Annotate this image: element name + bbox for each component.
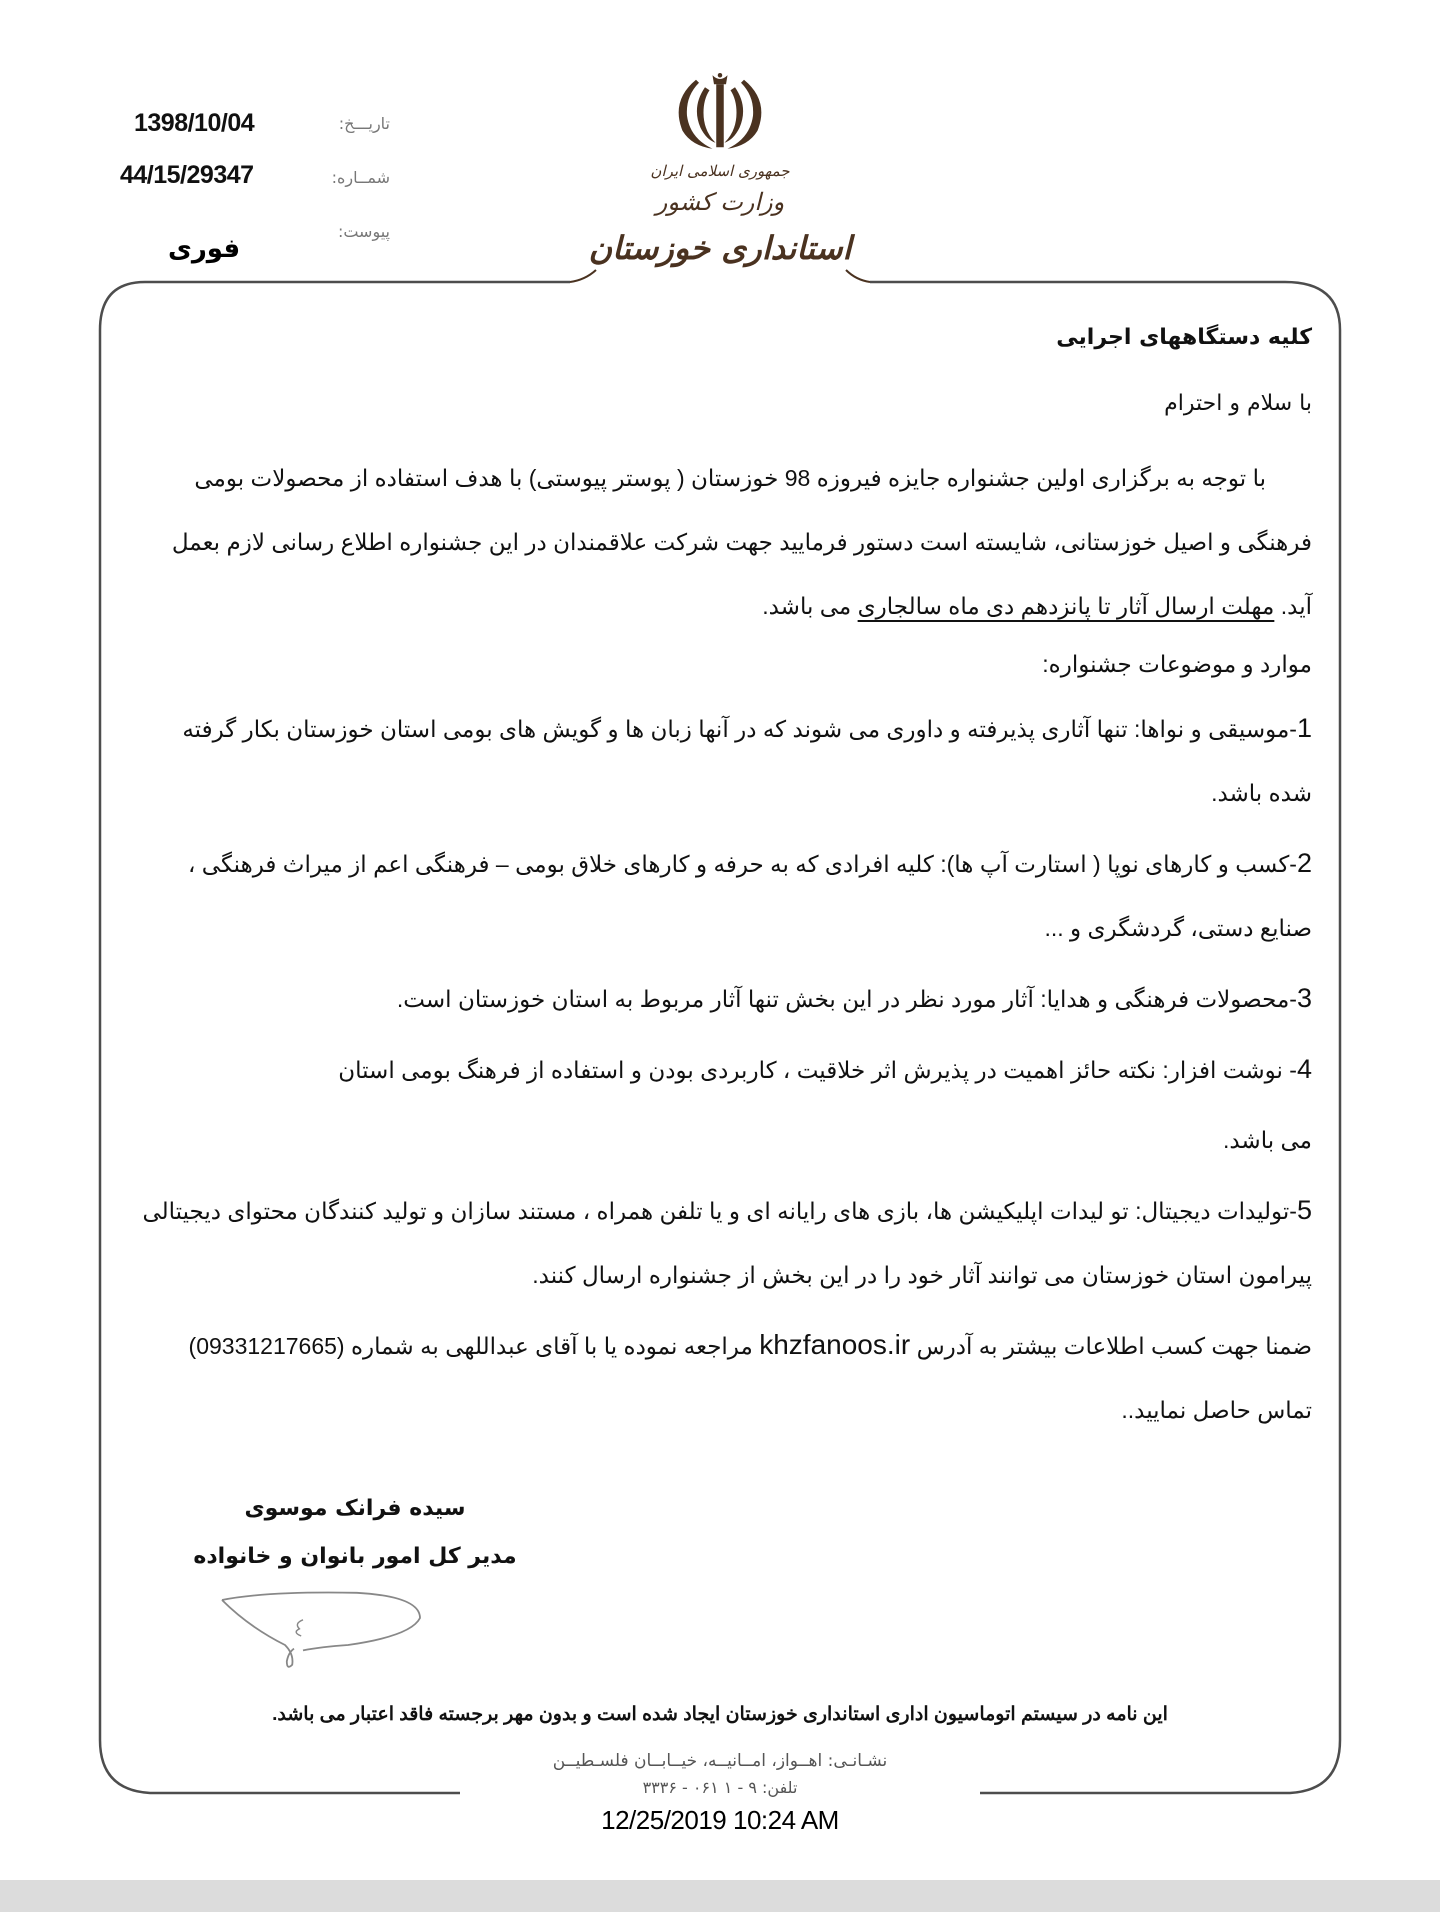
topic-item [142,1037,1312,1102]
phone-line: تلفن: ۹ - ۱ ۰۶۱ - ۳۳۳۶ [642,1778,798,1797]
greeting: با سلام و احترام [1164,391,1312,416]
number-value: 44/15/29347 [120,161,254,189]
frame-logo-swash-right [846,270,870,282]
item-number: 2 [1296,848,1312,878]
date-label: تاریـــخ: [338,114,390,133]
item-text: -موسیقی و نواها: تنها آثاری پذیرفته و داوری می شوند که در آنها زبان ها و گویش های بومی استان خوزستان بکار گرفته شده باشد. [182,716,1312,806]
signatory-name: سیده فرانک موسوی [244,1496,466,1521]
topics-label: موارد و موضوعات جشنواره: [1042,651,1312,677]
date-value: 1398/10/04 [134,109,255,137]
topic-item [142,696,1312,825]
intro-end: می باشد. [762,593,858,619]
item-text: - نوشت افزار: نکته حائز اهمیت در پذیرش اثر خلاقیت ، کاربردی بودن و استفاده از فرهنگ بومی استان [338,1057,1297,1083]
intro-text: با توجه به برگزاری اولین جشنواره جایزه فیروزه 98 خوزستان ( پوستر پیوستی) با هدف استفاده از محصولات بومی فرهنگی و اصیل خوزستانی، شایسته است دستور فرمایید جهت شرکت علاقمندان در این جشنواره اطلاع رسانی لازم بعمل آید. [171,465,1312,619]
footer-validity-note: این نامه در سیستم اتوماسیون اداری استانداری خوزستان ایجاد شده است و بدون مهر برجسته فاقد اعتبار می باشد. [272,1704,1168,1725]
urgency-badge: فوری [168,234,241,264]
number-label: شمــاره: [331,168,390,187]
item-number: 4 [1296,1054,1312,1084]
item-text: -کسب و کارهای نوپا ( استارت آپ ها): کلیه افرادی که به حرفه و کارهای خلاق بومی – فرهنگی اعم از میراث فرهنگی ، صنایع دستی، گردشگری و ... [187,851,1312,941]
contact-text-end: مراجعه نموده یا با آقای عبداللهی به شماره (09331217665) تماس حاصل نمایید.. [188,1333,1312,1423]
contact-text: ضمنا جهت کسب اطلاعات بیشتر به آدرس [910,1333,1312,1359]
viewer-bottom-bar [0,1880,1440,1912]
addressee: کلیه دستگاههای اجرایی [1056,325,1312,350]
signatory-title: مدیر کل امور بانوان و خانواده [193,1544,517,1569]
item-text: -تولیدات دیجیتال: تو لیدات اپلیکیشن ها، بازی های رایانه ای و یا تلفن همراه ، مستند سازان و تولید کنندگان محتوای دیجیتالی پیرامون استان خوزستان می توانند آثار خود را در این بخش از جشنواره ارسال کنند. [142,1198,1312,1288]
frame-logo-swash-left [570,270,596,282]
logo-text-ministry: وزارت کشور [655,188,785,216]
topic-item [142,966,1312,1031]
topic-item [142,1178,1312,1307]
iran-emblem-icon [660,64,780,160]
item-number: 5 [1296,1195,1312,1225]
logo-text-republic: جمهوری اسلامی ایران [650,162,790,180]
item-text: -محصولات فرهنگی و هدایا: آثار مورد نظر در این بخش تنها آثار مربوط به استان خوزستان است. [396,986,1297,1012]
logo-text-governorate: استانداری خوزستان [588,229,852,267]
attachment-label: پیوست: [337,222,390,241]
deadline-text: مهلت ارسال آثار تا پانزدهم دی ماه سالجاری [857,593,1275,619]
intro-paragraph [142,446,1312,638]
topic-item-continuation: می باشد. [1222,1127,1312,1153]
website-link[interactable]: khzfanoos.ir [759,1329,911,1360]
item-number: 1 [1296,713,1312,743]
address-line: نشـانـی: اهــواز، امــانیــه، خیــابــان فلسـطیــن [552,1751,888,1771]
contact-paragraph [142,1313,1312,1442]
topic-item [142,831,1312,960]
timestamp-stamp: 12/25/2019 10:24 AM [601,1805,839,1835]
item-number: 3 [1296,983,1312,1013]
handwritten-signature [200,1582,460,1672]
